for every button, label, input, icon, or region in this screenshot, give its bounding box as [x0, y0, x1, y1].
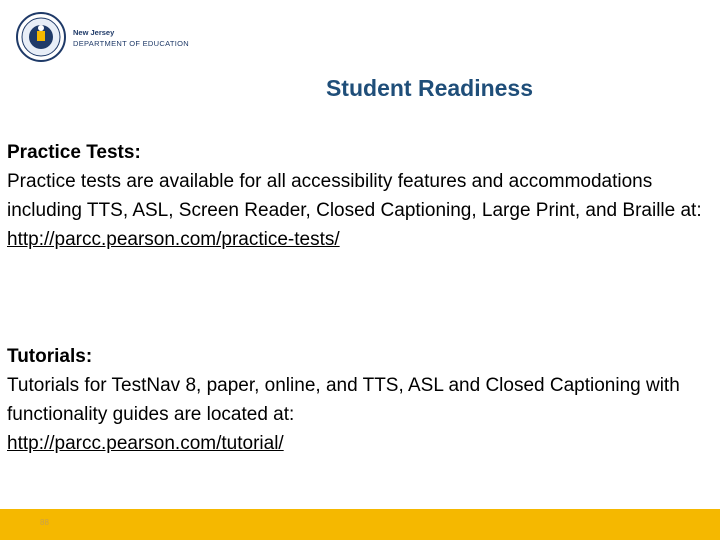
section-heading: Practice Tests: — [7, 142, 141, 163]
section-body: Practice tests are available for all accessibility features and accommodations including TTS, ASL, Screen Reader, Closed Captioning, Large Print, and Braille at: — [7, 171, 702, 221]
state-name: New Jersey — [73, 28, 115, 37]
nj-seal-logo — [16, 12, 66, 62]
footer-bar — [0, 509, 720, 540]
page-number: 88 — [40, 518, 49, 527]
organization-name — [73, 28, 189, 50]
department-name: DEPARTMENT OF EDUCATION — [73, 39, 189, 48]
tutorial-link[interactable]: http://parcc.pearson.com/tutorial/ — [7, 433, 284, 454]
practice-tests-link[interactable]: http://parcc.pearson.com/practice-tests/ — [7, 229, 340, 250]
tutorials-section — [7, 342, 713, 458]
section-heading: Tutorials: — [7, 346, 93, 367]
slide-title: Student Readiness — [325, 75, 534, 101]
section-body: Tutorials for TestNav 8, paper, online, and TTS, ASL and Closed Captioning with functionality guides are located at: — [7, 375, 680, 425]
slide-header — [0, 0, 720, 80]
practice-tests-section — [7, 138, 713, 254]
